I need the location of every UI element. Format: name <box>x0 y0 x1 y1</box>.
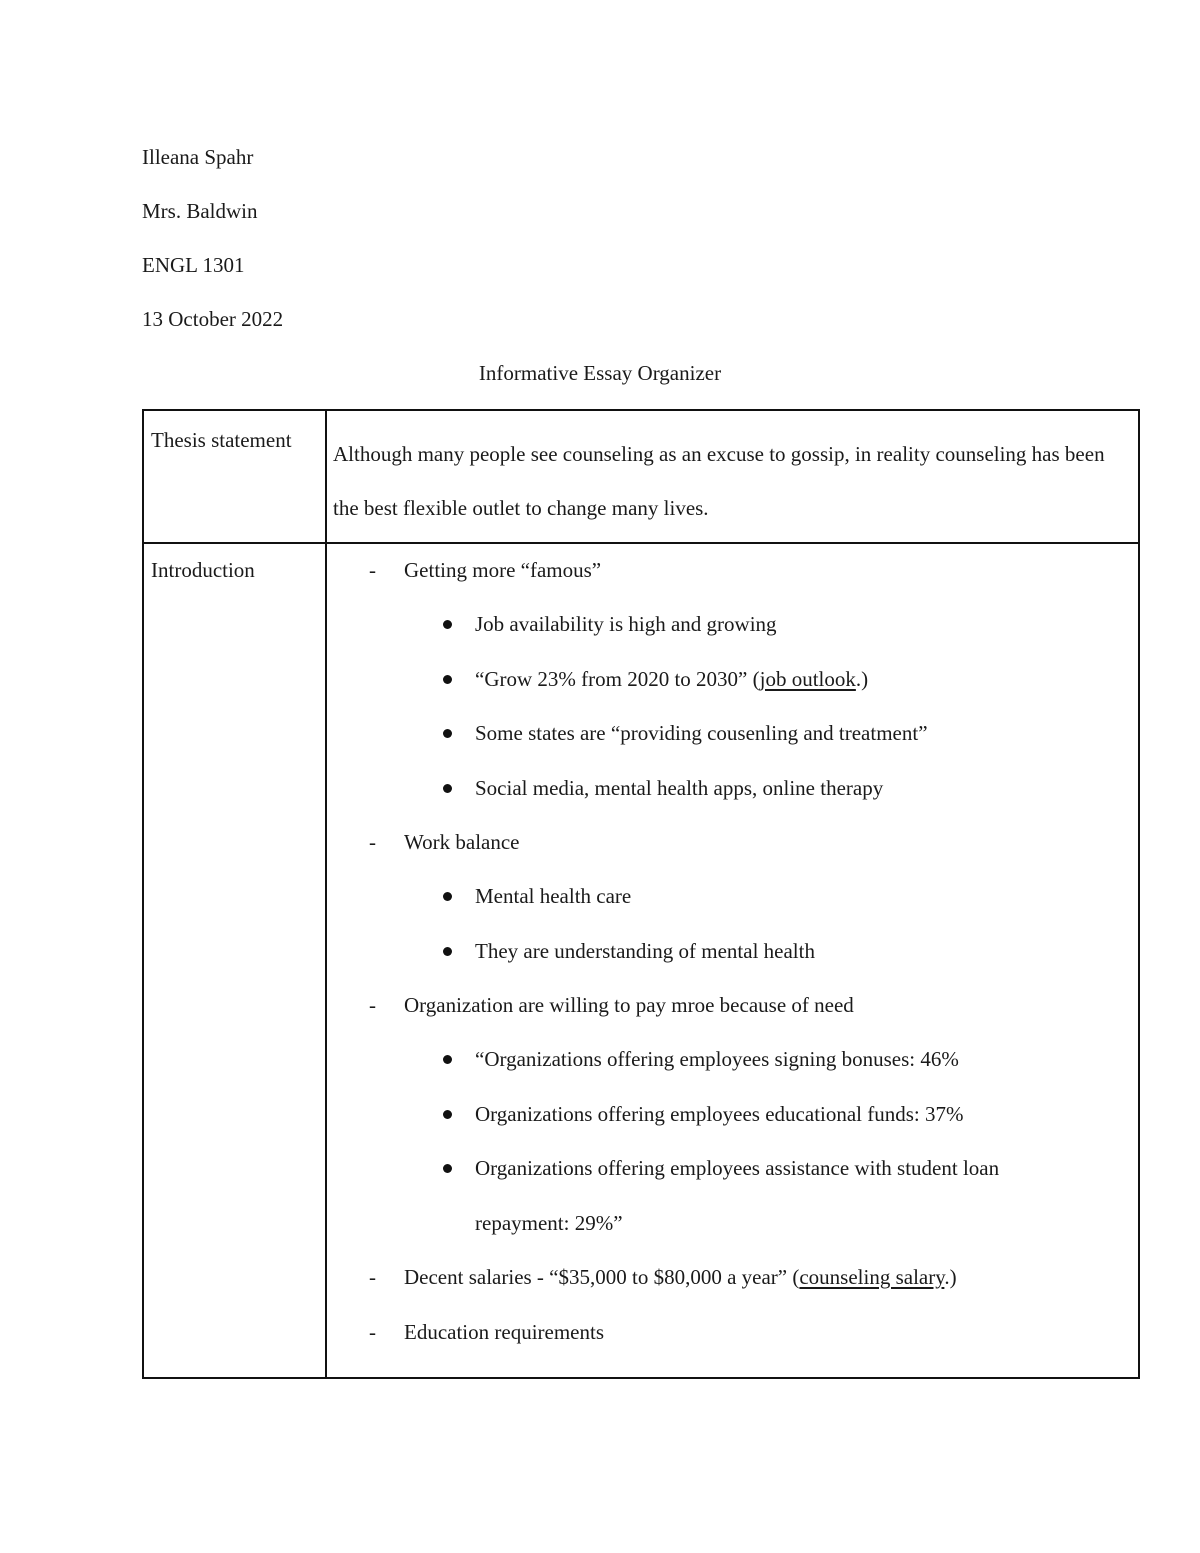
thesis-label: Thesis statement <box>151 428 292 452</box>
list-item-text: repayment: 29%” <box>475 1211 623 1235</box>
table-column-divider <box>325 411 327 1377</box>
list-item-text: Organizations offering employees educational funds: 37% <box>475 1102 964 1126</box>
list-item-text-before: “Grow 23% from 2020 to 2030” ( <box>475 667 760 691</box>
bullet-icon <box>443 892 452 901</box>
bullet-icon <box>443 620 452 629</box>
list-item-text-after: .) <box>855 667 869 691</box>
thesis-text: Although many people see counseling as an excuse to gossip, in reality counseling has been the best flexible outlet to change many lives. <box>333 442 1105 520</box>
teacher-name: Mrs. Baldwin <box>142 199 258 223</box>
list-item-text: “Organizations offering employees signing bonuses: 46% <box>475 1047 959 1071</box>
bullet-icon <box>443 947 452 956</box>
course-code: ENGL 1301 <box>142 253 245 277</box>
dash-marker: - <box>369 993 376 1017</box>
list-item-text-before: Decent salaries - “$35,000 to $80,000 a year” ( <box>404 1265 800 1289</box>
list-item-text: They are understanding of mental health <box>475 939 815 963</box>
list-item-text: Social media, mental health apps, online therapy <box>475 776 884 800</box>
bullet-icon <box>443 729 452 738</box>
dash-marker: - <box>369 830 376 854</box>
bullet-icon <box>443 1055 452 1064</box>
list-item-text: Job availability is high and growing <box>475 612 777 636</box>
bullet-icon <box>443 1110 452 1119</box>
bullet-icon <box>443 675 452 684</box>
bullet-icon <box>443 784 452 793</box>
document-date: 13 October 2022 <box>142 307 284 331</box>
student-name: Illeana Spahr <box>142 145 254 169</box>
list-item-text: Getting more “famous” <box>404 558 602 582</box>
list-item-text: Mental health care <box>475 884 632 908</box>
list-item-text: Education requirements <box>404 1320 605 1344</box>
list-item-text: Organizations offering employees assistance with student loan <box>475 1156 1000 1180</box>
introduction-label: Introduction <box>151 558 255 582</box>
dash-marker: - <box>369 558 376 582</box>
list-item-text-after: .) <box>944 1265 957 1289</box>
list-item-text: Some states are “providing cousenling and treatment” <box>475 721 928 745</box>
dash-marker: - <box>369 1320 376 1344</box>
list-item-text <box>404 1264 957 1290</box>
bullet-icon <box>443 1164 452 1173</box>
organizer-table <box>142 409 1140 1379</box>
dash-marker: - <box>369 1265 376 1289</box>
table-row-divider <box>144 542 1138 544</box>
job-outlook-link[interactable]: job outlook <box>759 667 856 691</box>
counseling-salary-link[interactable]: counseling salary <box>799 1265 945 1289</box>
list-item-text: Work balance <box>404 830 520 854</box>
document-title: Informative Essay Organizer <box>478 361 722 385</box>
list-item-text <box>475 666 868 692</box>
list-item-text: Organization are willing to pay mroe because of need <box>404 993 854 1017</box>
